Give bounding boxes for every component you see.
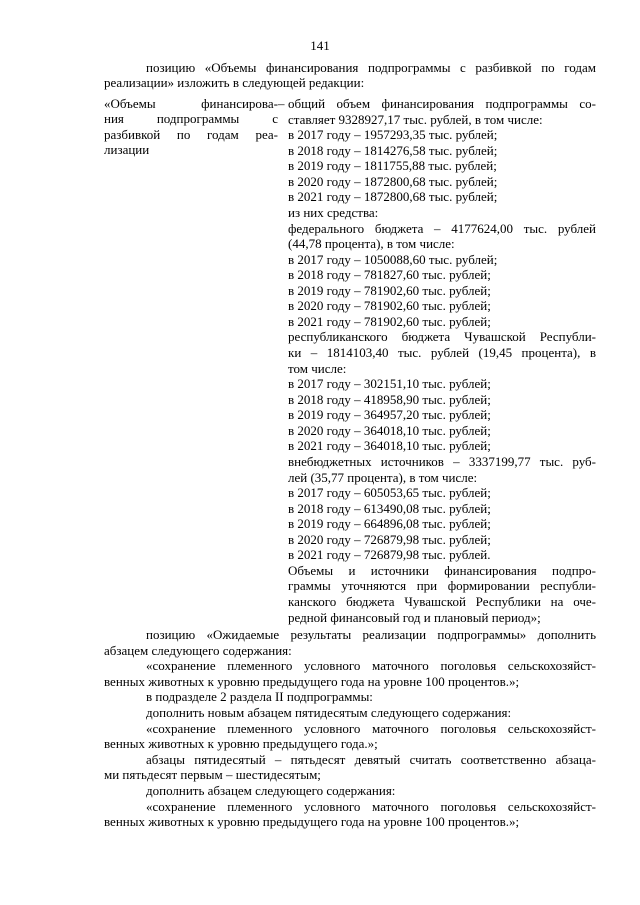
intro-paragraph — [104, 60, 596, 91]
right-cell-line: в 2018 году – 613490,08 тыс. рублей; — [288, 500, 491, 516]
right-cell-line: в 2017 году – 302151,10 тыс. рублей; — [288, 376, 491, 392]
right-cell-line: в 2018 году – 418958,90 тыс. рублей; — [288, 391, 491, 407]
right-cell-line: в 2018 году – 1814276,58 тыс. рублей; — [288, 142, 498, 158]
page-number: 141 — [310, 38, 330, 53]
right-cell-line: в 2021 году – 726879,98 тыс. рублей. — [288, 547, 491, 563]
right-cell-line: ки – 1814103,40 тыс. рублей (19,45 процента), в — [288, 345, 596, 360]
right-cell-line: редной финансовый год и плановый период»; — [288, 609, 541, 625]
tail-line: абзацем следующего содержания: — [104, 642, 292, 658]
right-cell-line: в 2019 году – 781902,60 тыс. рублей; — [288, 282, 491, 298]
left-cell-line: лизации — [104, 141, 150, 157]
right-cell-line: в 2018 году – 781827,60 тыс. рублей; — [288, 267, 491, 283]
right-cell-line: в 2020 году – 726879,98 тыс. рублей; — [288, 531, 491, 547]
tail-line: венных животных к уровню предыдущего года на уровне 100 процентов.»; — [104, 673, 520, 689]
tail-line: ми пятьдесят первым – шестидесятым; — [104, 767, 321, 783]
tail-line: абзацы пятидесятый – пятьдесят девятый считать соответственно абзаца- — [146, 751, 596, 767]
tail-line: венных животных к уровню предыдущего года на уровне 100 процентов.»; — [104, 814, 520, 830]
right-cell-line: в 2017 году – 1050088,60 тыс. рублей; — [288, 251, 498, 267]
right-cell-line: в 2021 году – 1872800,68 тыс. рублей; — [288, 189, 498, 205]
right-cell-line: Объемы и источники финансирования подпро- — [288, 562, 596, 578]
right-cell-line: канского бюджета Чувашской Республики на оче- — [288, 594, 596, 609]
right-cell-line: в 2017 году – 1957293,35 тыс. рублей; — [288, 127, 498, 143]
right-cell-line: лей (35,77 процента), в том числе: — [288, 469, 478, 485]
tail-line: в подразделе 2 раздела II подпрограммы: — [146, 689, 373, 705]
table-right-cell — [288, 96, 596, 625]
table-dash: – — [278, 96, 285, 111]
tail-paragraphs — [104, 627, 596, 830]
right-cell-line: в 2021 году – 781902,60 тыс. рублей; — [288, 313, 491, 329]
intro-line: позицию «Объемы финансирования подпрограммы с разбивкой по годам — [146, 60, 596, 75]
right-cell-line: в 2017 году – 605053,65 тыс. рублей; — [288, 485, 491, 501]
tail-line: «сохранение племенного условного маточного поголовья сельскохозяйст- — [146, 798, 596, 814]
right-cell-line: из них средства: — [288, 204, 379, 220]
tail-line: венных животных к уровню предыдущего года.»; — [104, 736, 378, 752]
right-cell-line: общий объем финансирования подпрограммы со- — [288, 96, 596, 111]
right-cell-line: в 2019 году – 364957,20 тыс. рублей; — [288, 407, 491, 423]
right-cell-line: (44,78 процента), в том числе: — [288, 236, 455, 252]
right-cell-line: том числе: — [288, 360, 347, 376]
left-cell-line: «Объемы финансирова- — [104, 96, 278, 111]
right-cell-line: в 2020 году – 364018,10 тыс. рублей; — [288, 422, 491, 438]
right-cell-line: ставляет 9328927,17 тыс. рублей, в том числе: — [288, 111, 543, 127]
left-cell-line: ния подпрограммы с — [104, 111, 278, 127]
tail-line: дополнить новым абзацем пятидесятым следующего содержания: — [146, 704, 512, 720]
table-left-cell — [104, 96, 278, 157]
right-cell-line: внебюджетных источников – 3337199,77 тыс. руб- — [288, 453, 596, 469]
right-cell-line: в 2020 году – 781902,60 тыс. рублей; — [288, 298, 491, 314]
tail-line: «сохранение племенного условного маточного поголовья сельскохозяйст- — [146, 720, 596, 736]
right-cell-line: в 2021 году – 364018,10 тыс. рублей; — [288, 438, 491, 454]
right-cell-line: федерального бюджета – 4177624,00 тыс. рублей — [288, 220, 596, 236]
tail-line: дополнить абзацем следующего содержания: — [146, 782, 396, 798]
right-cell-line: граммы уточняются при формировании республи- — [288, 578, 596, 594]
right-cell-line: в 2019 году – 664896,08 тыс. рублей; — [288, 516, 491, 532]
right-cell-line: республиканского бюджета Чувашской Республи- — [288, 329, 596, 345]
tail-line: «сохранение племенного условного маточного поголовья сельскохозяйст- — [146, 658, 596, 674]
right-cell-line: в 2020 году – 1872800,68 тыс. рублей; — [288, 173, 498, 189]
left-cell-line: разбивкой по годам реа- — [104, 126, 278, 142]
right-cell-line: в 2019 году – 1811755,88 тыс. рублей; — [288, 158, 497, 174]
tail-line: позицию «Ожидаемые результаты реализации подпрограммы» дополнить — [146, 627, 596, 642]
intro-line: реализации» изложить в следующей редакции: — [104, 75, 365, 91]
